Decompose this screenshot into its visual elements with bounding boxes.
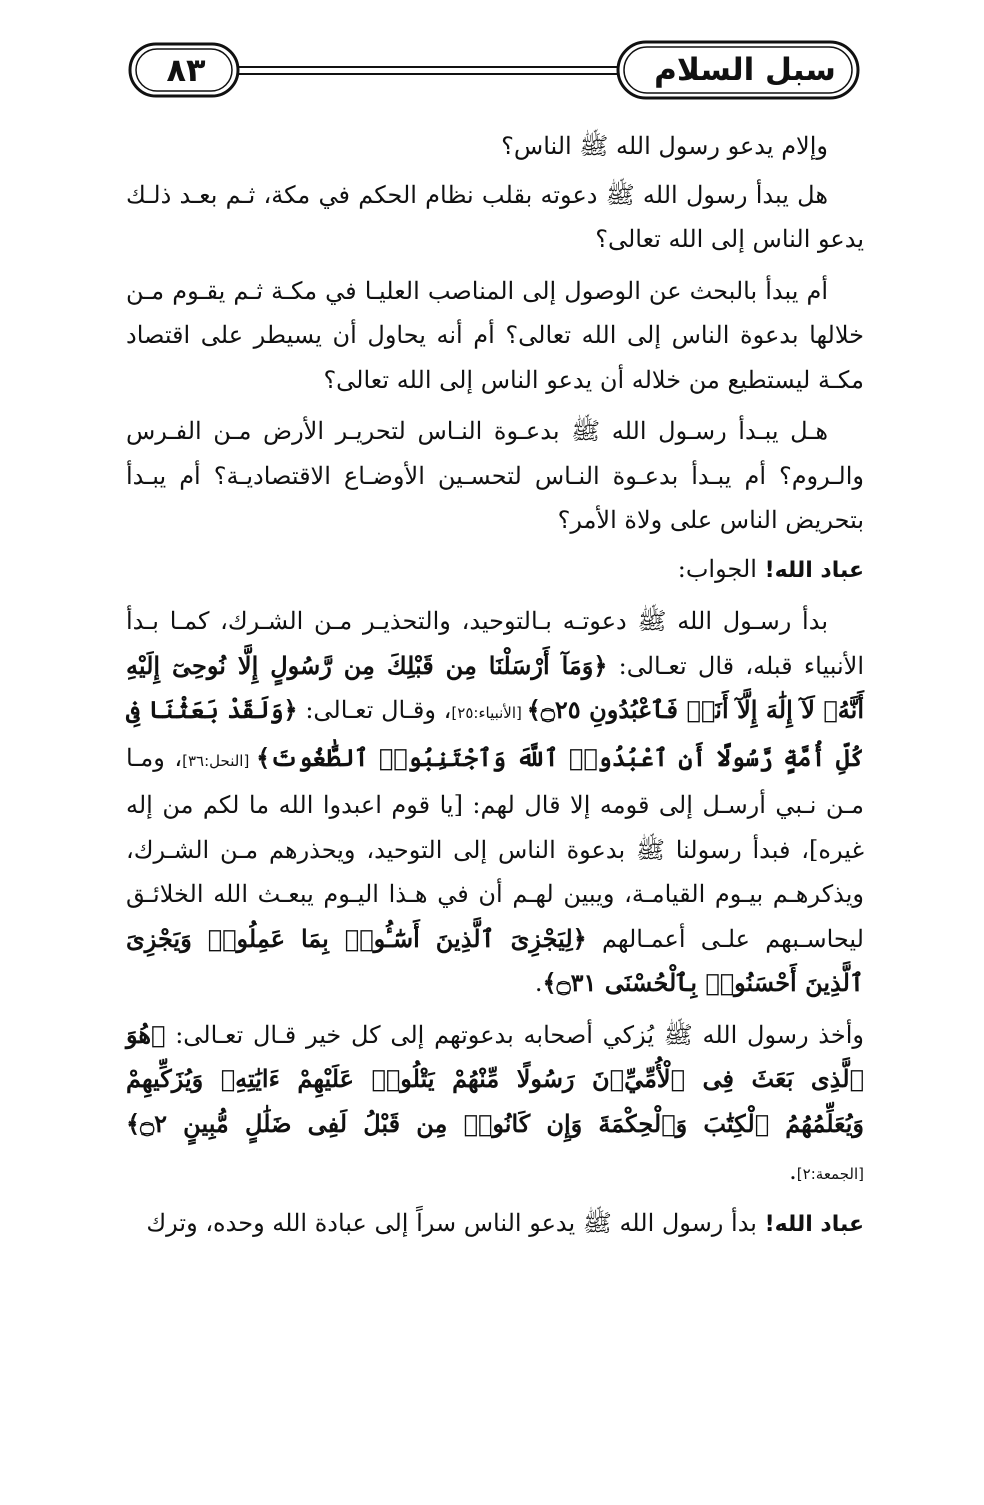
page-number: ٨٣: [166, 51, 206, 89]
paragraph-purification-part1: وأخذ رسول الله ﷺ يُزكي أصحابه بدعوتهم إلى كل خير قـال تعـالى:: [165, 1020, 864, 1049]
paragraph-question-4: هـل يبـدأ رسـول الله ﷺ بدعـوة النـاس لتحريـر الأرض مـن الفـرس والـروم؟ أم يبـدأ بدعـوة النـاس لتحسـين الأوضـاع الاقتصاديـة؟ أم يبـدأ بتحريض الناس على ولاة الأمر؟: [126, 417, 864, 534]
quran-verse-najm: ﴿لِيَجْزِىَ ٱلَّذِينَ أَسَٰٓـُٔوا۟ بِمَا عَمِلُوا۟ وَيَجْزِىَ ٱلَّذِينَ أَحْسَنُوا۟ بِٱلْحُسْنَى ۝٣١﴾: [126, 923, 864, 997]
paragraph-tawhid-part4: .: [534, 969, 543, 997]
quran-verse-jumuah: ﴿هُوَ ٱلَّذِى بَعَثَ فِى ٱلْأُمِّيِّۦنَ رَسُولًا مِّنْهُمْ يَتْلُوا۟ عَلَيْهِمْ ءَايَٰتِهِۦ وَيُزَكِّيهِمْ وَيُعَلِّمُهُمُ ٱلْكِتَٰبَ وَٱلْحِكْمَةَ وَإِن كَانُوا۟ مِن قَبْلُ لَفِى ضَلَٰلٍ مُّبِينٍ ۝٢﴾: [126, 1019, 864, 1138]
paragraph-purification-part2: .: [789, 1157, 797, 1185]
paragraph-secret-call: [126, 1201, 864, 1248]
verse-reference-nahl: [النحل:٣٦]: [182, 751, 257, 770]
quran-verse-anbiya: ﴿وَمَآ أَرْسَلْنَا مِن قَبْلِكَ مِن رَّسُولٍ إِلَّا نُوحِىٓ إِلَيْهِ أَنَّهُۥ لَآ إِلَٰهَ إِلَّآ أَنَا۠ فَٱعْبُدُونِ ۝٢٥﴾: [126, 650, 864, 724]
verse-reference-anbiya: [الأنبياء:٢٥]: [451, 704, 527, 722]
running-title: سبل السلام: [654, 52, 836, 88]
page-header: [124, 38, 864, 104]
paragraph-purification: [126, 1013, 864, 1197]
answer-heading: [126, 547, 864, 594]
verse-reference-jumuah: [الجمعة:٢]: [796, 1165, 864, 1183]
answer-heading-lead: عباد الله!: [764, 557, 864, 583]
secret-call-text: بدأ رسول الله ﷺ يدعو الناس سراً إلى عبادة الله وحده، وترك: [146, 1208, 765, 1237]
page-body: [126, 124, 864, 1254]
paragraph-tawhid: [126, 599, 864, 1006]
paragraph-question-1: وإلام يدعو رسول الله ﷺ الناس؟: [501, 132, 828, 160]
quran-verse-nahl: ﴿وَلَقَدْ بَعَثْنَا فِى كُلِّ أُمَّةٍ رَّسُولًا أَنِ ٱعْبُدُوا۟ ٱللَّهَ وَٱجْتَنِبُوا۟ ٱلطَّٰغُوتَ﴾: [126, 695, 864, 772]
paragraph-tawhid-part2: ، وقـال تعـالى:: [297, 696, 452, 724]
paragraph-tawhid-part3: ، ومـا مـن نـبي أرسـل إلى قومه إلا قال لهم: [يا قوم اعبدوا الله ما لكم من إله غيره]، فبدأ رسولنا ﷺ بدعوة الناس إلى التوحيد، ويحذرهم مـن الشـرك، ويذكرهـم بيـوم القيامـة، ويبين لهـم أن في هـذا اليـوم يبعـث الله الخلائـق ليحاسـبهم علـى أعمـالهم: [126, 743, 865, 953]
paragraph-tawhid-part1: بدأ رسـول الله ﷺ دعوتـه بـالتوحيد، والتحذيـر مـن الشـرك، كمـا بـدأ الأنبياء قبله، قال تعـالى:: [126, 607, 864, 680]
paragraph-question-3: أم يبدأ بالبحث عن الوصول إلى المناصب العليـا في مكـة ثـم يقـوم مـن خلالها بدعوة الناس إلى الله تعالى؟ أم أنه يحاول أن يسيطر على اقتصاد مكـة ليستطيع من خلاله أن يدعو الناس إلى الله تعالى؟: [126, 276, 864, 394]
secret-call-lead: عباد الله!: [764, 1211, 864, 1237]
answer-heading-text: الجواب:: [677, 554, 765, 583]
paragraph-question-2: هل يبدأ رسول الله ﷺ دعوته بقلب نظام الحكم في مكة، ثـم بعـد ذلـك يدعو الناس إلى الله تعالى؟: [126, 180, 864, 253]
